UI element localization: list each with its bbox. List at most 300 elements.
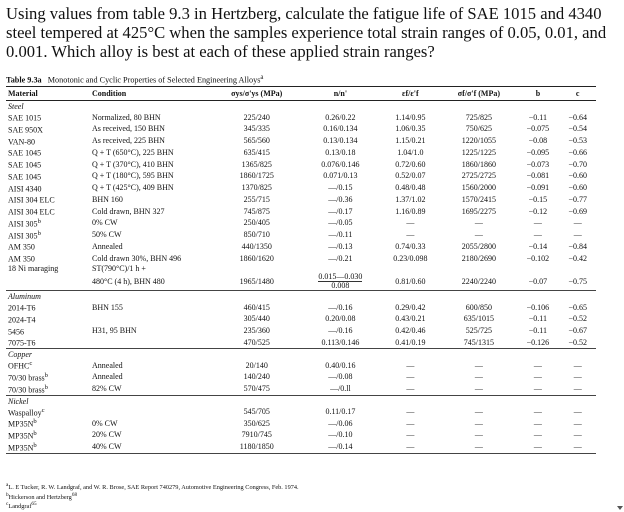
material-name: AISI 304 ELC [8, 196, 55, 206]
fracture-strength-cell: 725/825 [465, 112, 492, 122]
condition-cell: H31, 95 BHN [92, 326, 137, 336]
material-name: 2024-T4 [8, 315, 36, 325]
material-footnote-mark: b [33, 441, 37, 449]
fracture-strength-cell: — [441, 441, 516, 453]
n-cell: —/0.13 [328, 241, 353, 251]
ductility-cell: 1.15/0.21 [395, 136, 426, 146]
n-cell [301, 273, 379, 291]
material-cell [6, 182, 90, 194]
n-cell: 0.40/0.16 [325, 360, 356, 370]
n-cell: —/0.16 [328, 326, 353, 336]
table-row [6, 193, 596, 205]
ductility-cell: 1.14/0.95 [395, 112, 426, 122]
yield-strength-cell: 1860/1620 [239, 253, 274, 263]
footnote-a-text: L. E Tucker, R. W. Landgraf, and W. R. Brose, SAE Report 740279, Automotive Engineering Congress, Feb. 1974. [8, 484, 299, 492]
yield-strength-cell: 350/625 [243, 418, 270, 428]
condition-cell: As received, 150 BHN [92, 124, 165, 134]
material-name: SAE 1015 [8, 113, 42, 123]
n-cell: —/0.36 [328, 194, 353, 204]
scrollbar[interactable] [616, 0, 624, 512]
fracture-strength-cell: 2725/2725 [461, 171, 496, 181]
material-name: 5456 [8, 327, 24, 337]
n-cell: 0.26/0.22 [325, 112, 356, 122]
fracture-strength-cell: — [474, 218, 483, 228]
c-cell: — [573, 360, 582, 370]
c-cell: −0.60 [568, 183, 587, 193]
material-cell [6, 146, 90, 158]
c-cell: −0.66 [568, 147, 587, 157]
table-row [6, 429, 596, 441]
material-cell [6, 205, 90, 217]
ductility-cell: — [379, 383, 441, 395]
n-cell: 0.076/0.146 [321, 159, 360, 169]
ductility-cell: 0.42/0.46 [395, 326, 426, 336]
n-cell: 0.11/0.17 [325, 406, 356, 416]
b-cell: — [533, 372, 542, 382]
ductility-cell: — [406, 230, 415, 240]
fracture-strength-cell: 1225/1225 [461, 147, 496, 157]
empty-cell [516, 264, 559, 273]
material-name: AISI 304 ELC [8, 207, 55, 217]
c-cell: −0.60 [568, 171, 587, 181]
b-cell: — [516, 441, 559, 453]
b-cell: −0.102 [526, 253, 550, 263]
c-cell: — [573, 418, 582, 428]
n-cell: —/0.21 [328, 253, 353, 263]
ductility-cell: — [406, 430, 415, 440]
n-cell: —/0.05 [328, 218, 353, 228]
condition-cell: ST(790°C)/1 h + [92, 263, 146, 273]
material-cell [6, 441, 90, 453]
yield-strength-cell: 255/715 [243, 194, 270, 204]
b-cell: — [533, 418, 542, 428]
material-cell [6, 229, 90, 241]
b-cell: −0.12 [528, 206, 548, 216]
yield-strength-cell: 635/415 [243, 147, 270, 157]
table-row [6, 441, 596, 453]
c-cell: −0.67 [568, 326, 587, 336]
condition-cell: 82% CW [90, 383, 212, 395]
table-row [6, 359, 596, 371]
condition-cell: 0% CW [92, 218, 118, 228]
ductility-cell: — [406, 372, 415, 382]
yield-strength-cell: 1860/1725 [239, 171, 274, 181]
table-row [6, 383, 596, 395]
ductility-cell: 0.48/0.48 [395, 183, 426, 193]
table-row [6, 146, 596, 158]
table-row [6, 123, 596, 135]
condition-cell: BHN 155 [92, 302, 123, 312]
n-cell: —/0.08 [328, 372, 353, 382]
n-cell: 0.071/0.13 [323, 171, 358, 181]
header-c: c [559, 87, 596, 101]
yield-strength-cell: 545/705 [243, 406, 270, 416]
material-cell [6, 158, 90, 170]
condition-cell: 480°C (4 h), BHN 480 [90, 273, 212, 291]
ductility-cell: 1.16/0.89 [395, 206, 426, 216]
material-footnote-mark: b [37, 229, 41, 237]
condition-cell: Q + T (425°C), 409 BHN [92, 183, 174, 193]
material-name: MP35N [8, 420, 34, 430]
b-cell: — [533, 230, 542, 240]
c-cell: −0.54 [568, 124, 587, 134]
c-cell: — [573, 372, 582, 382]
n-cell: —/0.14 [301, 441, 379, 453]
ductility-cell: 0.23/0.098 [393, 253, 428, 263]
properties-table [6, 86, 596, 454]
c-cell: −0.65 [568, 302, 587, 312]
ductility-cell: 0.43/0.21 [395, 314, 426, 324]
group-label: Aluminum [8, 292, 41, 302]
n-cell: —/0.10 [328, 430, 353, 440]
yield-strength-cell: 250/405 [243, 218, 270, 228]
empty-cell [212, 264, 301, 273]
condition-cell: Annealed [92, 241, 123, 251]
n-bottom: 0.008 [331, 281, 350, 291]
table-row [6, 252, 596, 264]
condition-cell: 20% CW [92, 430, 122, 440]
condition-cell: As received, 225 BHN [92, 136, 165, 146]
fracture-strength-cell: 525/725 [465, 326, 492, 336]
b-cell: −0.14 [528, 241, 548, 251]
header-material: Material [6, 87, 90, 101]
b-cell: −0.126 [516, 336, 559, 348]
scroll-down-arrow-icon[interactable] [617, 506, 623, 510]
fracture-strength-cell: 635/1015 [463, 314, 494, 324]
condition-cell [90, 406, 212, 418]
ductility-cell: — [406, 418, 415, 428]
material-cell [6, 135, 90, 147]
c-cell: — [559, 441, 596, 453]
yield-strength-cell: 7910/745 [241, 430, 272, 440]
yield-strength-cell: 1965/1480 [212, 273, 301, 291]
n-cell: 0.113/0.146 [301, 336, 379, 348]
condition-cell: Annealed [92, 372, 123, 382]
material-cell [6, 359, 90, 371]
yield-strength-cell: 565/560 [243, 136, 270, 146]
empty-cell [379, 264, 441, 273]
table-row [6, 217, 596, 229]
material-name: SAE 1045 [8, 160, 42, 170]
table-row [6, 313, 596, 325]
condition-cell: 40% CW [90, 441, 212, 453]
n-cell: 0.20/0.08 [325, 314, 356, 324]
material-cell [6, 217, 90, 229]
condition-cell: Q + T (180°C), 595 BHN [92, 171, 174, 181]
c-cell: −0.75 [559, 273, 596, 291]
material-name: SAE 950X [8, 125, 43, 135]
fracture-strength-cell: — [474, 406, 483, 416]
group-label: Nickel [8, 396, 29, 406]
group-row-steel [6, 101, 596, 112]
material-name: AM 350 [8, 254, 35, 264]
header-b: b [516, 87, 559, 101]
material-cell [6, 417, 90, 429]
footnote-b-text: Hickerson and Hertzberg [8, 493, 72, 501]
condition-cell: Cold drawn, BHN 327 [92, 206, 165, 216]
fracture-strength-cell: 1570/2415 [461, 194, 496, 204]
c-cell: −0.70 [568, 159, 587, 169]
b-cell: −0.15 [528, 194, 548, 204]
footnote-a: $^a$L. E Tucker, R. W. Landgraf, and W. R. Brose, SAE Report 740279, Automotive Engineering Congress, Feb. 1974. [6, 482, 299, 492]
ductility-cell: — [406, 360, 415, 370]
footnotes [6, 482, 299, 511]
table-row [6, 301, 596, 313]
group-row-copper [6, 349, 596, 360]
condition-cell [90, 336, 212, 348]
material-cell [6, 406, 90, 418]
footnote-c-text: Landgraf [8, 503, 32, 511]
n-cell: —/0.06 [328, 418, 353, 428]
c-cell: −0.69 [568, 206, 587, 216]
yield-strength-cell: 1180/1850 [212, 441, 301, 453]
c-cell: — [559, 383, 596, 395]
yield-strength-cell: 850/710 [243, 230, 270, 240]
material-name: AISI 305 [8, 219, 38, 229]
n-cell: 0.16/0.134 [323, 124, 358, 134]
material-cell [6, 325, 90, 337]
fracture-strength-cell: 600/850 [465, 302, 492, 312]
b-cell: −0.08 [528, 136, 548, 146]
yield-strength-cell: 235/360 [243, 326, 270, 336]
question-text: Using values from table 9.3 in Hertzberg, calculate the fatigue life of SAE 1015 and 4340 steel tempered at 425°C when the samples experience total strain ranges of 0.05, 0.01, and 0.001. Which alloy is best at each of these applied strain ranges? [6, 4, 607, 61]
material-cell [6, 301, 90, 313]
header-yield-strength: σys/σ'ys (MPa) [212, 87, 301, 101]
ductility-cell: 0.41/0.19 [379, 336, 441, 348]
c-cell: −0.64 [568, 112, 587, 122]
caption-footnote-mark: a [260, 74, 264, 81]
material-name: Waspalloy [8, 408, 42, 418]
table-label: Table 9.3a [6, 75, 42, 85]
material-cell [6, 111, 90, 123]
table-row [6, 273, 596, 291]
yield-strength-cell: 1365/825 [241, 159, 272, 169]
footnote-b: $^b$Hickerson and Hertzberg$^{68}$ [6, 491, 78, 501]
condition-cell: Q + T (370°C), 410 BHN [92, 159, 174, 169]
table-row [6, 205, 596, 217]
group-row-aluminum [6, 291, 596, 302]
b-cell: −0.11 [528, 314, 548, 324]
material-name: OFHC [8, 361, 30, 371]
c-cell: −0.52 [568, 314, 587, 324]
yield-strength-cell: 225/240 [243, 112, 270, 122]
yield-strength-cell: 460/415 [243, 302, 270, 312]
fracture-strength-cell: — [474, 230, 483, 240]
table-row [6, 170, 596, 182]
condition-cell: 0% CW [92, 418, 118, 428]
ductility-cell: 0.52/0.07 [395, 171, 426, 181]
material-cell [6, 252, 90, 264]
ductility-cell: — [379, 441, 441, 453]
b-cell: — [533, 406, 542, 416]
table-row [6, 325, 596, 337]
material-footnote-mark: b [33, 418, 37, 426]
ductility-cell: 1.37/1.02 [395, 194, 426, 204]
b-cell: −0.07 [516, 273, 559, 291]
fracture-strength-cell: — [474, 372, 483, 382]
material-footnote-mark: c [29, 360, 33, 368]
table-row [6, 158, 596, 170]
b-cell: — [533, 430, 542, 440]
yield-strength-cell: 1370/825 [241, 183, 272, 193]
b-cell: −0.11 [528, 112, 548, 122]
material-cell [6, 240, 90, 252]
group-row-nickel [6, 395, 596, 406]
table-row [6, 135, 596, 147]
b-cell: −0.095 [526, 147, 550, 157]
material-name: AM 350 [8, 243, 35, 253]
b-cell: — [533, 360, 542, 370]
material-cell [6, 170, 90, 182]
n-stack [318, 273, 362, 290]
material-cell [6, 273, 90, 291]
c-cell: −0.77 [568, 194, 587, 204]
material-footnote-mark: b [44, 372, 48, 380]
material-name: 70/30 brass [8, 385, 45, 395]
yield-strength-cell: 570/475 [212, 383, 301, 395]
footnote-c-ref: 65 [31, 501, 37, 507]
material-cell [6, 371, 90, 383]
ductility-cell: 0.72/0.60 [395, 159, 426, 169]
condition-cell: Cold drawn 30%, BHN 496 [92, 253, 182, 263]
fracture-strength-cell: 2055/2800 [461, 241, 496, 251]
ductility-cell: 1.04/1.0 [397, 147, 424, 157]
table-caption [6, 74, 263, 85]
n-cell: —/0.17 [328, 206, 353, 216]
header-fracture-strength: σf/σ'f (MPa) [441, 87, 516, 101]
fracture-strength-cell: — [474, 418, 483, 428]
material-name: VAN-80 [8, 137, 35, 147]
yield-strength-cell: 470/525 [212, 336, 301, 348]
b-cell: −0.073 [526, 159, 550, 169]
c-cell: — [573, 430, 582, 440]
fracture-strength-cell: — [474, 430, 483, 440]
material-cell [6, 336, 90, 348]
n-cell: 0.13/0.18 [325, 147, 356, 157]
table-row [6, 336, 596, 348]
yield-strength-cell: 305/440 [243, 314, 270, 324]
b-cell: −0.106 [526, 302, 550, 312]
table-row [6, 406, 596, 418]
header-n: n/n' [301, 87, 379, 101]
material-name: MP35N [8, 431, 34, 441]
table-row [6, 182, 596, 194]
ductility-cell: 1.06/0.35 [395, 124, 426, 134]
n-cell: —/0.ll [301, 383, 379, 395]
ductility-cell: 0.29/0.42 [395, 302, 426, 312]
c-cell: — [573, 218, 582, 228]
material-name: 7075-T6 [8, 339, 36, 349]
yield-strength-cell: 20/140 [245, 360, 268, 370]
material-cell [6, 429, 90, 441]
group-label: Copper [8, 350, 32, 360]
condition-cell: BHN 160 [92, 194, 123, 204]
material-name: AISI 4340 [8, 184, 42, 194]
footnote-b-ref: 68 [71, 491, 78, 498]
material-name: 70/30 brass [8, 373, 45, 383]
n-cell: —/0.11 [328, 230, 353, 240]
yield-strength-cell: 140/240 [243, 372, 270, 382]
material-name: SAE 1045 [8, 149, 42, 159]
material-footnote-mark: c [41, 406, 45, 414]
ductility-cell: 0.81/0.60 [379, 273, 441, 291]
table-row [6, 417, 596, 429]
b-cell: — [533, 218, 542, 228]
footnote-c: $^c$Landgraf$^{65}$ [6, 501, 37, 511]
fracture-strength-cell: — [474, 360, 483, 370]
material-cell [6, 313, 90, 325]
fracture-strength-cell: — [441, 383, 516, 395]
ductility-cell: — [406, 406, 415, 416]
b-cell: — [516, 383, 559, 395]
condition-cell: Q + T (650°C), 225 BHN [92, 147, 174, 157]
condition-cell [90, 313, 212, 325]
material-name: SAE 1045 [8, 172, 42, 182]
c-cell: — [573, 230, 582, 240]
c-cell: −0.53 [568, 136, 587, 146]
empty-cell [441, 264, 516, 273]
fracture-strength-cell: 2240/2240 [441, 273, 516, 291]
table-row [6, 111, 596, 123]
table-row [6, 240, 596, 252]
table-row [6, 264, 596, 273]
table-caption-text: Monotonic and Cyclic Properties of Selected Engineering Alloys [47, 75, 261, 85]
ductility-cell: — [406, 218, 415, 228]
b-cell: −0.075 [526, 124, 550, 134]
b-cell: −0.11 [528, 326, 548, 336]
condition-cell: Normalized, 80 BHN [92, 112, 161, 122]
condition-cell: Annealed [92, 360, 123, 370]
group-label: Steel [8, 102, 24, 112]
fracture-strength-cell: 2180/2690 [461, 253, 496, 263]
fracture-strength-cell: 750/625 [465, 124, 492, 134]
material-footnote-mark: b [44, 383, 48, 391]
material-name: MP35N [8, 443, 34, 453]
header-ductility: εf/ε'f [379, 87, 441, 101]
n-cell: —/0.16 [328, 302, 353, 312]
b-cell: −0.081 [526, 171, 550, 181]
c-cell: −0.52 [559, 336, 596, 348]
n-top: 0.015—0.030 [318, 272, 363, 282]
material-cell [6, 193, 90, 205]
material-footnote-mark: b [37, 217, 41, 225]
fracture-strength-cell: 1695/2275 [461, 206, 496, 216]
material-cell [6, 123, 90, 135]
ductility-cell: 0.74/0.33 [395, 241, 426, 251]
fracture-strength-cell: 745/1315 [441, 336, 516, 348]
material-cell [6, 383, 90, 395]
material-cell: 18 Ni maraging [8, 263, 59, 273]
yield-strength-cell: 440/1350 [241, 241, 272, 251]
fracture-strength-cell: 1860/1860 [461, 159, 496, 169]
b-cell: −0.091 [526, 183, 550, 193]
fracture-strength-cell: 1220/1055 [461, 136, 496, 146]
n-cell: —/0.15 [328, 183, 353, 193]
material-footnote-mark: b [33, 430, 37, 438]
c-cell: — [573, 406, 582, 416]
header-condition: Condition [90, 87, 212, 101]
n-cell: 0.13/0.134 [323, 136, 358, 146]
empty-cell [559, 264, 596, 273]
table-row [6, 229, 596, 241]
yield-strength-cell: 345/335 [243, 124, 270, 134]
yield-strength-cell: 745/875 [243, 206, 270, 216]
table-header-row [6, 87, 596, 101]
condition-cell: 50% CW [92, 230, 122, 240]
material-name: 2014-T6 [8, 303, 36, 313]
c-cell: −0.84 [568, 241, 587, 251]
table-row [6, 371, 596, 383]
